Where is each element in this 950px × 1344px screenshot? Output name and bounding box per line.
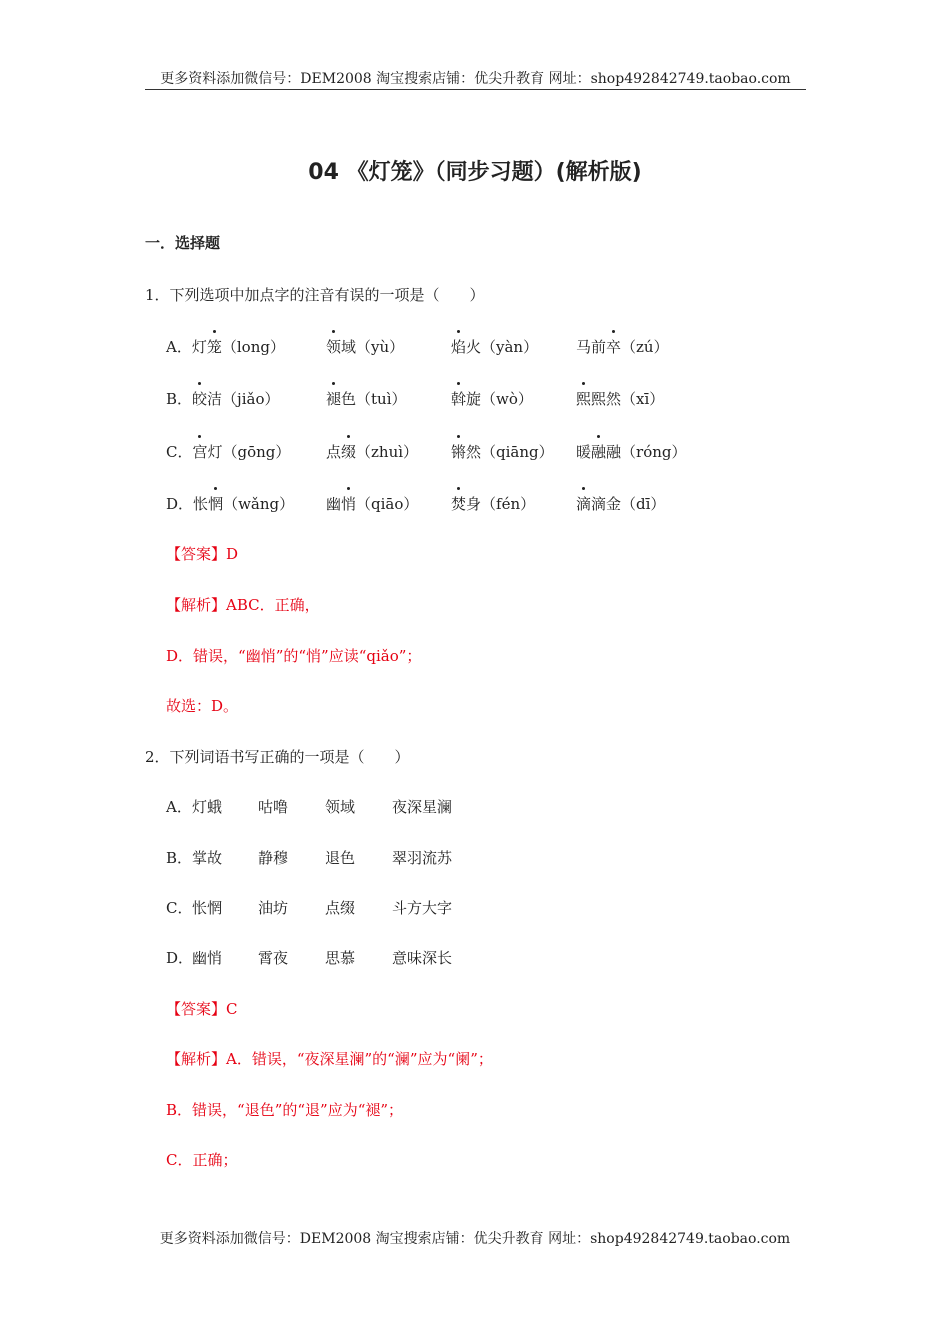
dotted-character: 焰 xyxy=(451,338,467,356)
dotted-character: 焚 xyxy=(451,495,467,513)
option-word: 油坊 xyxy=(258,899,289,917)
option-item xyxy=(451,388,533,409)
option-text: 域（yù） xyxy=(341,338,405,356)
dotted-character: 惘 xyxy=(208,495,224,513)
option-word: 意味深长 xyxy=(392,949,453,967)
option-item xyxy=(326,441,418,462)
answer-label: 【答案】 xyxy=(166,545,227,563)
question-1-analysis-2: D．错误，“幽悄”的“悄”应读“qiǎo”； xyxy=(166,647,422,665)
option-item xyxy=(451,441,554,462)
option-text: （zhuì） xyxy=(356,443,419,461)
question-1-analysis-1 xyxy=(166,594,320,615)
section-title: 一．选择题 xyxy=(145,234,221,252)
option-word: 领域 xyxy=(325,798,356,816)
option-text: 融（róng） xyxy=(606,443,687,461)
option-item xyxy=(451,493,535,514)
question-2-analysis-3: C．正确； xyxy=(166,1151,238,1169)
option-text: （zú） xyxy=(621,338,669,356)
dotted-character: 熙 xyxy=(576,390,592,408)
option-item xyxy=(166,441,290,462)
analysis-text: ABC．正确， xyxy=(226,596,320,614)
question-2-stem: 2．下列词语书写正确的一项是（ ） xyxy=(145,748,410,766)
option-text: 色（tuì） xyxy=(341,390,407,408)
option-text: 熙然（xī） xyxy=(591,390,665,408)
answer-value: D xyxy=(226,545,239,563)
option-item xyxy=(166,336,285,357)
dotted-character: 褪 xyxy=(326,390,342,408)
option-word: 思慕 xyxy=(325,949,356,967)
dotted-character: 斡 xyxy=(451,390,467,408)
question-1-stem: 1．下列选项中加点字的注音有误的一项是（ ） xyxy=(145,286,485,304)
analysis-label: 【解析】 xyxy=(166,596,227,614)
question-2-analysis-1 xyxy=(166,1048,493,1069)
option-text: （wǎng） xyxy=(223,495,295,513)
page-footer: 更多资料添加微信号：DEM2008 淘宝搜索店铺：优尖升教育 网址：shop492842749.taobao.com xyxy=(159,1231,791,1247)
option-text: 旋（wò） xyxy=(466,390,533,408)
option-text: （long） xyxy=(221,338,285,356)
option-word: 咕噜 xyxy=(258,798,289,816)
option-item xyxy=(576,336,669,357)
option-word: 幽悄 xyxy=(192,949,223,967)
option-item xyxy=(326,336,404,357)
dotted-character: 卒 xyxy=(606,338,622,356)
question-1-answer xyxy=(166,543,238,564)
option-word: 掌故 xyxy=(192,849,223,867)
option-letter: D． xyxy=(166,495,194,513)
option-text: 身（fén） xyxy=(466,495,536,513)
option-item xyxy=(166,388,279,409)
option-word: 翠羽流苏 xyxy=(392,849,453,867)
dotted-character: 悄 xyxy=(341,495,357,513)
option-text: 滴金（dī） xyxy=(591,495,666,513)
option-item xyxy=(326,388,407,409)
dotted-character: 滴 xyxy=(576,495,592,513)
question-2-answer xyxy=(166,998,238,1019)
option-text: 怅 xyxy=(193,495,209,513)
option-item xyxy=(451,336,538,357)
option-text: 灯 xyxy=(191,338,207,356)
option-word: 怅惘 xyxy=(192,899,223,917)
option-word: 静穆 xyxy=(258,849,289,867)
option-letter: C． xyxy=(166,443,193,461)
option-text: 马前 xyxy=(576,338,607,356)
dotted-character: 皎 xyxy=(192,390,208,408)
option-letter: A． xyxy=(166,798,192,816)
option-text: 火（yàn） xyxy=(466,338,539,356)
option-text: 然（qiāng） xyxy=(466,443,554,461)
analysis-label: 【解析】 xyxy=(166,1050,227,1068)
option-text: 暖 xyxy=(576,443,592,461)
answer-value: C xyxy=(226,1000,238,1018)
option-word: 斗方大字 xyxy=(392,899,453,917)
answer-label: 【答案】 xyxy=(166,1000,227,1018)
dotted-character: 领 xyxy=(326,338,342,356)
option-text: 灯（gōng） xyxy=(207,443,291,461)
option-word: 点缀 xyxy=(325,899,356,917)
option-word: 退色 xyxy=(325,849,356,867)
option-word: 夜深星澜 xyxy=(392,798,453,816)
option-text: （qiāo） xyxy=(356,495,419,513)
option-item xyxy=(576,388,664,409)
option-item xyxy=(166,493,294,514)
option-text: 幽 xyxy=(326,495,342,513)
dotted-character: 宫 xyxy=(192,443,208,461)
option-item xyxy=(326,493,418,514)
document-title: 04 《灯笼》（同步习题）(解析版) xyxy=(308,160,642,185)
header-divider xyxy=(145,89,806,90)
option-letter: C． xyxy=(166,899,193,917)
option-letter: B． xyxy=(166,390,193,408)
option-letter: B． xyxy=(166,849,193,867)
option-letter: A． xyxy=(166,338,192,356)
option-item xyxy=(576,441,687,462)
option-letter: D． xyxy=(166,949,194,967)
dotted-character: 笼 xyxy=(206,338,222,356)
dotted-character: 融 xyxy=(591,443,607,461)
page-header: 更多资料添加微信号：DEM2008 淘宝搜索店铺：优尖升教育 网址：shop492842749.taobao.com xyxy=(160,71,791,87)
option-word: 霄夜 xyxy=(258,949,289,967)
analysis-text: A．错误，“夜深星澜”的“澜”应为“阑”； xyxy=(226,1050,493,1068)
option-item xyxy=(576,493,665,514)
option-word: 灯蛾 xyxy=(192,798,223,816)
option-text: 点 xyxy=(326,443,342,461)
dotted-character: 缀 xyxy=(341,443,357,461)
question-2-analysis-2: B．错误，“退色”的“退”应为“褪”； xyxy=(166,1101,404,1119)
question-1-analysis-3: 故选：D。 xyxy=(166,697,239,715)
dotted-character: 锵 xyxy=(451,443,467,461)
option-text: 洁（jiǎo） xyxy=(207,390,280,408)
